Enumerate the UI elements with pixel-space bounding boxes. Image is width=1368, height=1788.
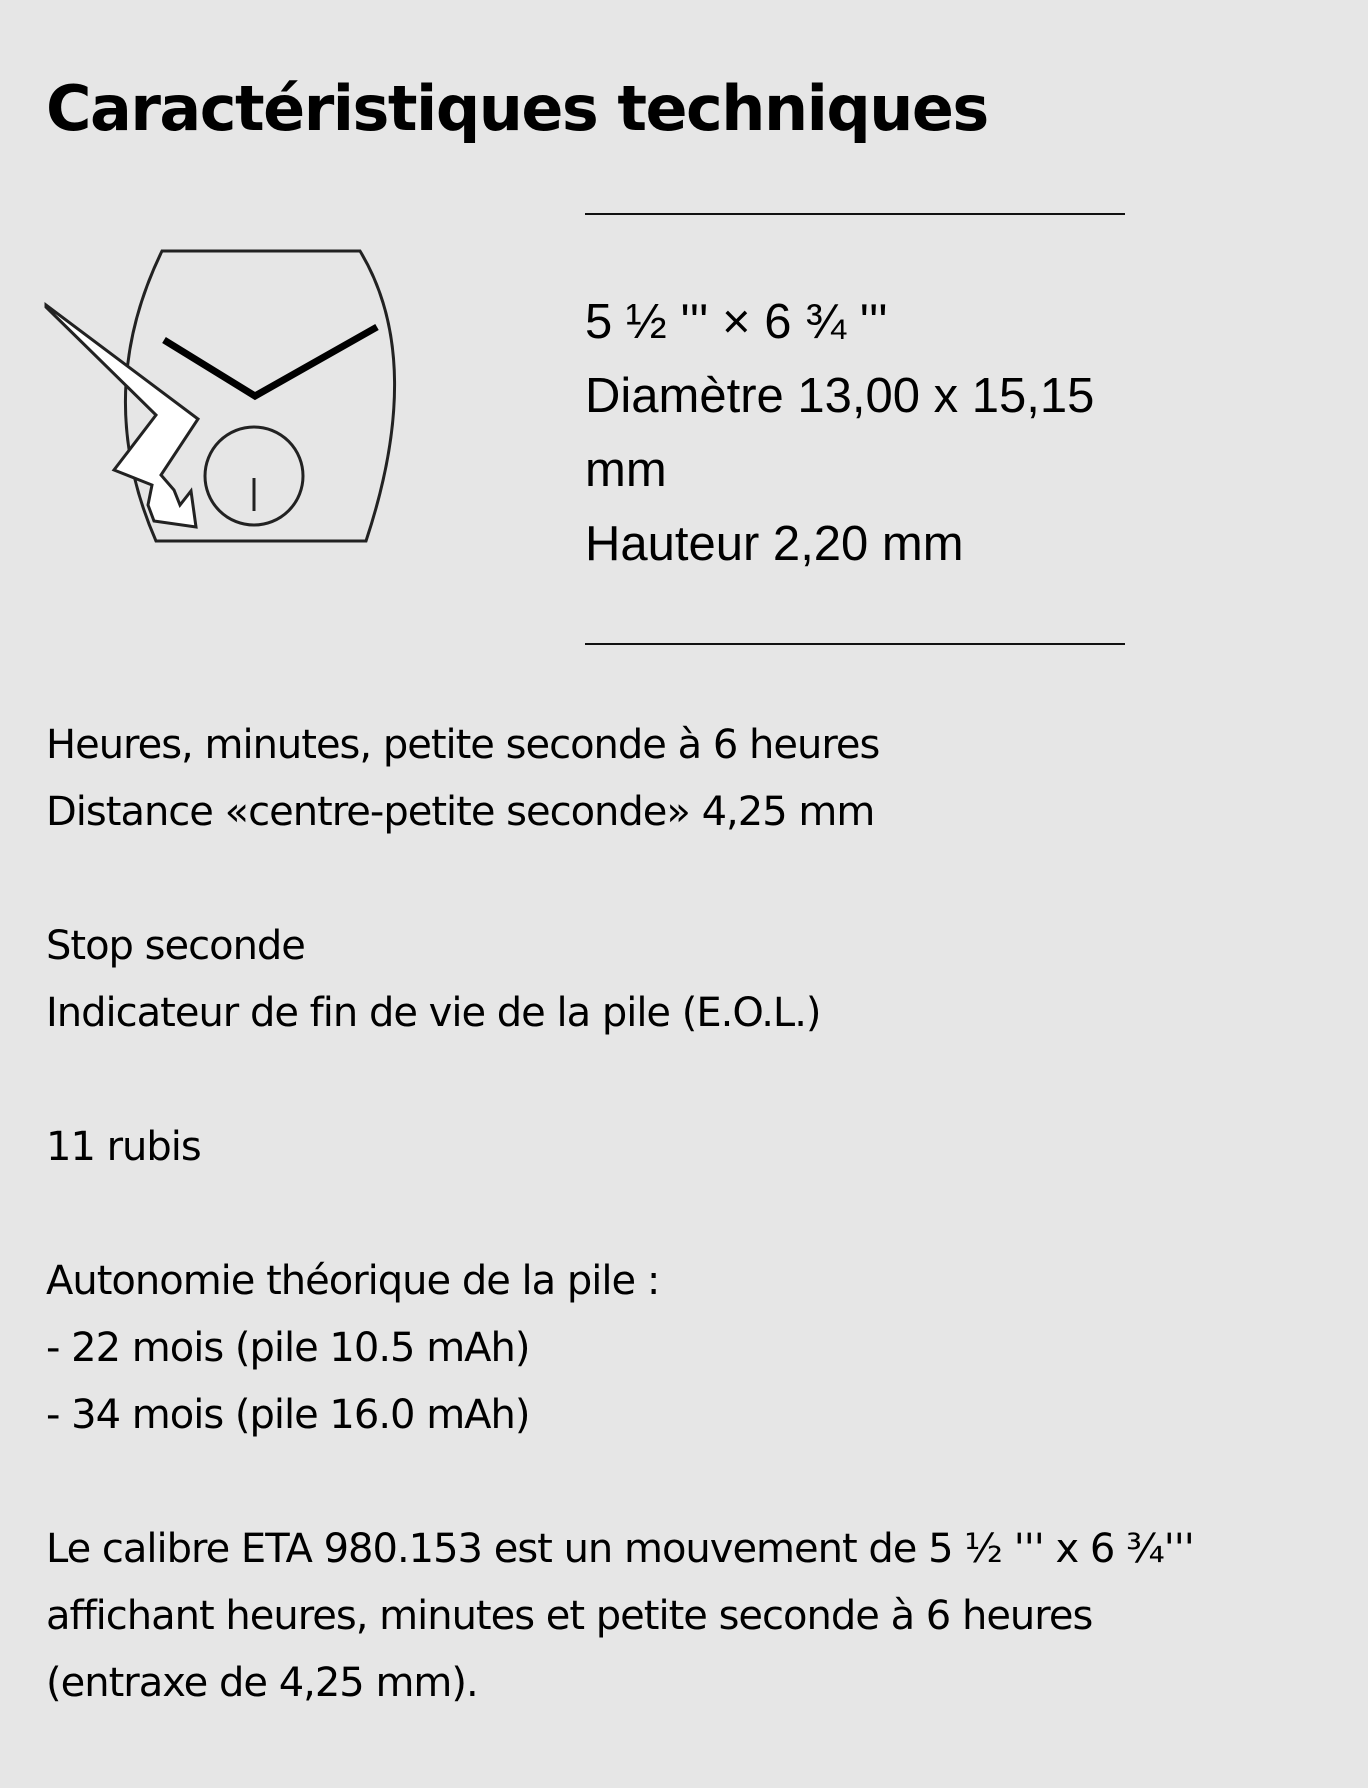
autonomy-item: - 34 mois (pile 16.0 mAh)	[46, 1392, 530, 1438]
watch-hands	[164, 327, 377, 396]
autonomy-item: - 22 mois (pile 10.5 mAh)	[46, 1325, 530, 1371]
description-line: affichant heures, minutes et petite seconde à 6 heures	[46, 1593, 1093, 1639]
feature-display: Heures, minutes, petite seconde à 6 heures	[46, 722, 880, 768]
specs-bottom-divider	[585, 643, 1125, 645]
page-title: Caractéristiques techniques	[46, 72, 988, 145]
feature-jewels: 11 rubis	[46, 1124, 201, 1170]
spacer	[46, 1181, 1336, 1248]
watch-movement-illustration	[44, 245, 414, 545]
feature-eol: Indicateur de fin de vie de la pile (E.O.L.)	[46, 990, 821, 1036]
spacer	[46, 1047, 1336, 1114]
lightning-bolt-icon	[46, 305, 198, 527]
spacer	[46, 1449, 1336, 1516]
watch-movement-with-lightning-icon	[44, 245, 414, 545]
autonomy-title: Autonomie théorique de la pile :	[46, 1258, 660, 1304]
spec-diameter: Diamètre 13,00 x 15,15	[585, 369, 1095, 423]
description-line: Le calibre ETA 980.153 est un mouvement de 5 ½ ''' x 6 ¾'''	[46, 1526, 1194, 1572]
feature-distance: Distance «centre-petite seconde» 4,25 mm	[46, 789, 875, 835]
specs-top-divider	[585, 213, 1125, 215]
specs-block	[585, 285, 1125, 581]
spec-diameter-unit: mm	[585, 443, 667, 497]
spec-size: 5 ½ ''' × 6 ¾ '''	[585, 295, 888, 349]
features-block	[46, 712, 1336, 1717]
spacer	[46, 846, 1336, 913]
description-line: (entraxe de 4,25 mm).	[46, 1660, 478, 1706]
spec-height: Hauteur 2,20 mm	[585, 517, 964, 571]
feature-stop-second: Stop seconde	[46, 923, 305, 969]
